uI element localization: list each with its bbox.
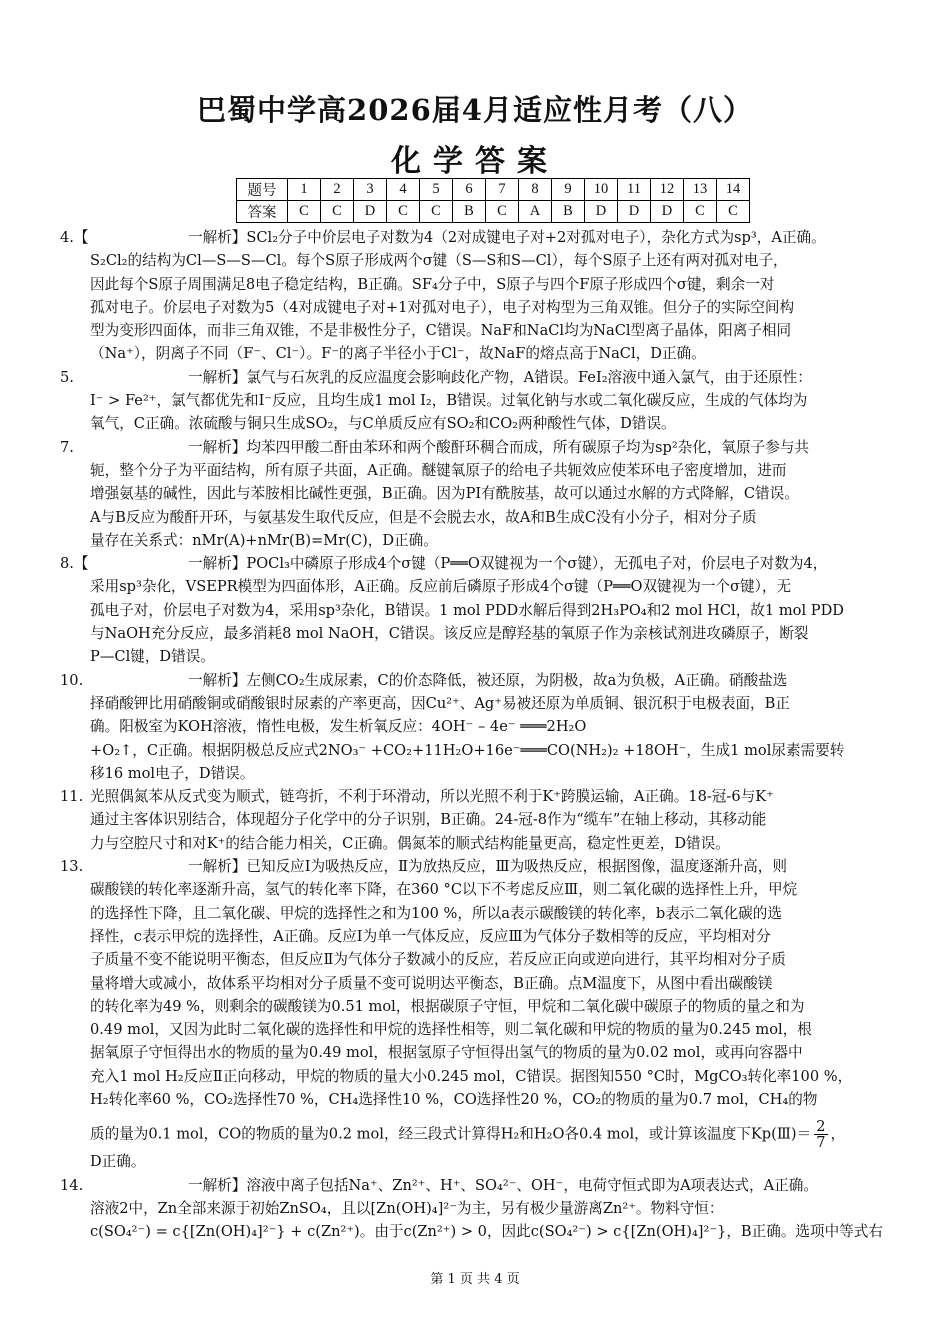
question-number: 14 xyxy=(717,179,750,201)
text-line: 量存在关系式：nMr(A)+nMr(B)=Mr(C)，D正确。 xyxy=(90,531,438,549)
solution-item xyxy=(60,669,892,785)
question-number: 1 xyxy=(288,179,321,201)
question-number: 3 xyxy=(354,179,387,201)
text-line: 碳酸镁的转化率逐渐升高，氢气的转化率下降，在360 °C以下不考虑反应Ⅲ，则二氧化碳的选择性上升，甲烷 xyxy=(90,881,798,899)
question-number: 13 xyxy=(684,179,717,201)
row-label: 题号 xyxy=(237,179,288,201)
text-line: I⁻ > Fe²⁺，氯气都优先和I⁻反应，且均生成1 mol I₂，B错误。过氧化钠与水或二氧化碳反应，生成的气体均为 xyxy=(90,392,808,410)
text-line: 通过主客体识别结合，体现超分子化学中的分子识别，B正确。24-冠-8作为“缆车”在轴上移动，其移动能 xyxy=(90,811,767,829)
text-line: 0.49 mol，又因为此时二氧化碳的选择性和甲烷的选择性相等，则二氧化碳和甲烷的物质的量为0.245 mol，根 xyxy=(90,1021,812,1039)
question-number: 6 xyxy=(453,179,486,201)
answer-cell: C xyxy=(321,201,354,223)
answer-cell: B xyxy=(453,201,486,223)
answer-cell: C xyxy=(420,201,453,223)
text-line: 的选择性下降，且二氧化碳、甲烷的选择性之和为100 %，所以a表示碳酸镁的转化率，b表示二氧化碳的选 xyxy=(90,904,782,922)
text-line: A与B反应为酸酐开环，与氨基发生取代反应，但是不会脱去水，故A和B生成C没有小分子，相对分子质 xyxy=(90,508,757,526)
text-line: S₂Cl₂的结构为Cl—S—S—Cl。每个S原子形成两个σ键（S—S和S—Cl），每个S原子上还有两对孤对电子， xyxy=(90,252,788,270)
item-number: 10. xyxy=(60,671,84,689)
question-number: 4 xyxy=(387,179,420,201)
text-line: 增强氨基的碱性，因此与苯胺相比碱性更强，B正确。因为PI有酰胺基，故可以通过水解的方式降解，C错误。 xyxy=(90,485,799,503)
text-line: 氧气，C正确。浓硫酸与铜只生成SO₂，与C单质反应有SO₂和CO₂两种酸性气体，D错误。 xyxy=(90,415,676,433)
answer-cell: D xyxy=(585,201,618,223)
text-line-with-fraction: 质的量为0.1 mol，CO的物质的量为0.2 mol，经三段式计算得H₂和H₂O各0.4 mol，或计算该温度下Kp(Ⅲ)＝ $\frac{2}{7}$ ， xyxy=(90,1118,846,1152)
item-number: 7. xyxy=(60,438,74,456)
page-title: 巴蜀中学高2026届4月适应性月考（八） xyxy=(197,93,753,127)
text-line: 一解析】均苯四甲酸二酐由苯环和两个酸酐环稠合而成，所有碳原子均为sp²杂化，氧原子参与共 xyxy=(188,438,810,456)
solution-item xyxy=(60,855,892,1174)
answer-table-answer-row xyxy=(237,201,750,223)
answer-cell: D xyxy=(651,201,684,223)
question-number: 8 xyxy=(519,179,552,201)
answer-table-number-row xyxy=(237,179,750,201)
item-number: 4.【 xyxy=(60,229,89,246)
question-number: 2 xyxy=(321,179,354,201)
text-line: 择性，c表示甲烷的选择性，A正确。反应Ⅰ为单一气体反应，反应Ⅲ为气体分子数相等的反应，平均相对分 xyxy=(90,927,771,945)
item-number: 8.【 xyxy=(60,555,89,573)
text-line: 因此每个S原子周围满足8电子稳定结构，B正确。SF₄分子中，S原子与四个F原子形成四个σ键，剩余一对 xyxy=(90,275,775,293)
text-line: 孤电子对，价层电子对数为4，采用sp³杂化，B错误。1 mol PDD水解后得到2H₃PO₄和2 mol HCl，故1 mol PDD xyxy=(90,601,844,619)
text-line: 择硝酸钾比用硝酸铜或硝酸银时尿素的产率更高，因Cu²⁺、Ag⁺易被还原为单质铜、银沉积于电极表面，B正 xyxy=(90,694,790,712)
text-line: 一解析】左侧CO₂生成尿素，C的价态降低，被还原，为阴极，故a为负极，A正确。硝酸盐选 xyxy=(188,671,788,689)
answer-cell: D xyxy=(354,201,387,223)
fraction-numerator: 2 xyxy=(816,1118,826,1136)
text-line: D正确。 xyxy=(90,1153,146,1171)
solution-item xyxy=(60,785,892,855)
text-line: 确。阳极室为KOH溶液，惰性电极，发生析氧反应：4OH⁻ – 4e⁻ ═══2H₂O xyxy=(90,718,587,736)
text-line: 轭，整个分子为平面结构，所有原子共面，A正确。醚键氧原子的给电子共轭效应使苯环电子密度增加，进而 xyxy=(90,461,787,479)
fraction xyxy=(814,1119,827,1150)
solutions-body xyxy=(60,226,892,1243)
question-number: 5 xyxy=(420,179,453,201)
text-line: 一解析】SCl₂分子中价层电子对数为4（2对成键电子对+2对孤对电子），杂化方式为sp³，A正确。 xyxy=(188,229,826,246)
text-line: P—Cl键，D错误。 xyxy=(90,648,215,666)
solution-item xyxy=(60,226,892,366)
text-line: 溶液2中，Zn全部来源于初始ZnSO₄，且以[Zn(OH)₄]²⁻为主，另有极少量游离Zn²⁺。物料守恒： xyxy=(90,1199,724,1217)
item-number: 13. xyxy=(60,858,84,876)
question-number: 11 xyxy=(618,179,651,201)
answer-table xyxy=(236,178,750,223)
text-line: c(SO₄²⁻) = c{[Zn(OH)₄]²⁻} + c(Zn²⁺)。由于c(Zn²⁺) > 0，因此c(SO₄²⁻) > c{[Zn(OH)₄]²⁻}，B正确。选项中等式右 xyxy=(90,1223,883,1241)
answer-cell: C xyxy=(486,201,519,223)
text-line: 一解析】溶液中离子包括Na⁺、Zn²⁺、H⁺、SO₄²⁻、OH⁻，电荷守恒式即为A项表达式，A正确。 xyxy=(188,1176,818,1194)
question-number: 10 xyxy=(585,179,618,201)
question-number: 12 xyxy=(651,179,684,201)
solution-item xyxy=(60,1174,892,1244)
question-number: 9 xyxy=(552,179,585,201)
text-line: 量将增大或减小，故体系平均相对分子质量不变可说明达平衡态，B正确。点M温度下，从图中看出碳酸镁 xyxy=(90,974,773,992)
text-line: 据氧原子守恒得出水的物质的量为0.49 mol，根据氢原子守恒得出氢气的物质的量为0.02 mol，或再向容器中 xyxy=(90,1044,803,1062)
text-line: 与NaOH充分反应，最多消耗8 mol NaOH，C错误。该反应是醇羟基的氧原子作为亲核试剂进攻磷原子，断裂 xyxy=(90,625,809,643)
answer-cell: A xyxy=(519,201,552,223)
text-line: 充入1 mol H₂反应Ⅱ正向移动，甲烷的物质的量大小0.245 mol，C错误。据图知550 °C时，MgCO₃转化率100 %， xyxy=(90,1067,853,1085)
solution-item xyxy=(60,436,892,552)
item-number: 11. xyxy=(60,788,84,806)
item-number: 5. xyxy=(60,368,74,386)
answer-cell: C xyxy=(684,201,717,223)
item-number: 14. xyxy=(60,1176,84,1194)
question-number: 7 xyxy=(486,179,519,201)
answer-cell: C xyxy=(288,201,321,223)
solution-item xyxy=(60,366,892,436)
text-line: 移16 mol电子，D错误。 xyxy=(90,764,255,782)
text-line: H₂转化率60 %，CO₂选择性70 %，CH₄选择性10 %，CO选择性20 %，CO₂的物质的量为0.7 mol，CH₄的物 xyxy=(90,1090,818,1108)
text-line: 一解析】已知反应Ⅰ为吸热反应，Ⅱ为放热反应，Ⅲ为吸热反应，根据图像，温度逐渐升高，则 xyxy=(188,858,787,876)
text-line: 力与空腔尺寸和对K⁺的结合能力相关，C正确。偶氮苯的顺式结构能量更高，稳定性更差，D错误。 xyxy=(90,834,730,852)
text-line: +O₂↑，C正确。根据阴极总反应式2NO₃⁻ +CO₂+11H₂O+16e⁻═══CO(NH₂)₂ +18OH⁻，生成1 mol尿素需要转 xyxy=(90,741,845,759)
page-footer: 第 1 页 共 4 页 xyxy=(430,1272,520,1287)
text-line: 孤对电子。价层电子对数为5（4对成键电子对+1对孤对电子），电子对构型为三角双锥。但分子的实际空间构 xyxy=(90,298,795,316)
text-line: 一解析】氯气与石灰乳的反应温度会影响歧化产物，A错误。FeI₂溶液中通入氯气，由于还原性： xyxy=(188,368,812,386)
answer-cell: D xyxy=(618,201,651,223)
answer-cell: B xyxy=(552,201,585,223)
row-label: 答案 xyxy=(237,201,288,223)
text-line: 一解析】POCl₃中磷原子形成4个σ键（P══O双键视为一个σ键），无孤电子对，价层电子对数为4， xyxy=(188,555,828,573)
answer-cell: C xyxy=(717,201,750,223)
text-line: （Na⁺），阴离子不同（F⁻、Cl⁻）。F⁻的离子半径小于Cl⁻，故NaF的熔点高于NaCl，D正确。 xyxy=(90,345,706,363)
text-line: 光照偶氮苯从反式变为顺式，链弯折，不利于环滑动，所以光照不利于K⁺跨膜运输，A正确。18-冠-6与K⁺ xyxy=(90,788,774,806)
answer-cell: C xyxy=(387,201,420,223)
text-line: 采用sp³杂化，VSEPR模型为四面体形，A正确。反应前后磷原子形成4个σ键（P══O双键视为一个σ键），无 xyxy=(90,578,792,596)
solution-item xyxy=(60,552,892,668)
text-line: 的转化率为49 %，则剩余的碳酸镁为0.51 mol，根据碳原子守恒，甲烷和二氧化碳中碳原子的物质的量之和为 xyxy=(90,997,805,1015)
fraction-denominator: 7 xyxy=(816,1134,826,1152)
text-line: 子质量不变不能说明平衡态，但反应Ⅱ为气体分子数减小的反应，若反应正向或逆向进行，其平均相对分子质 xyxy=(90,951,786,969)
page-subtitle: 化学答案 xyxy=(391,144,559,179)
text-line: 型为变形四面体，而非三角双锥，不是非极性分子，C错误。NaF和NaCl均为NaCl型离子晶体，阳离子相同 xyxy=(90,322,792,340)
